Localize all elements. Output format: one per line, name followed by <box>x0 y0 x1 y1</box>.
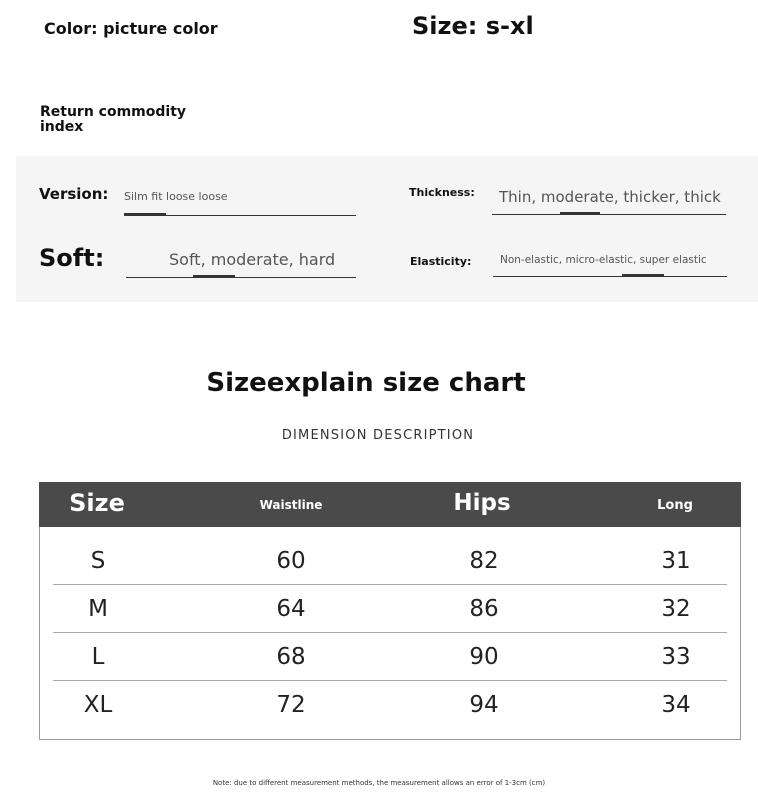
cell-long: 34 <box>661 692 691 718</box>
cell-waistline: 68 <box>276 644 306 670</box>
cell-size: M <box>88 596 108 622</box>
attributes-panel <box>16 156 758 302</box>
soft-rule <box>126 277 356 278</box>
cell-hips: 90 <box>469 644 499 670</box>
elasticity-value: Non-elastic, micro-elastic, super elastic <box>500 254 707 266</box>
version-label: Version: <box>39 185 109 203</box>
cell-long: 32 <box>661 596 691 622</box>
table-row <box>53 632 727 680</box>
table-row <box>53 584 727 632</box>
cell-hips: 82 <box>469 548 499 574</box>
measurement-note: Note: due to different measurement methods, the measurement allows an error of 1-3cm (cm) <box>212 779 546 787</box>
cell-waistline: 72 <box>276 692 306 718</box>
cell-long: 33 <box>661 644 691 670</box>
thickness-label: Thickness: <box>409 186 475 199</box>
color-label: Color: picture color <box>44 19 218 38</box>
column-header-size: Size <box>69 489 125 517</box>
soft-indicator <box>193 275 235 278</box>
return-commodity-index-label: Return commodity index <box>40 104 187 135</box>
soft-value: Soft, moderate, hard <box>169 250 336 269</box>
thickness-rule <box>492 214 726 215</box>
cell-size: L <box>91 644 105 670</box>
version-indicator <box>124 213 166 216</box>
cell-long: 31 <box>661 548 691 574</box>
cell-waistline: 64 <box>276 596 306 622</box>
size-table-header <box>39 482 741 527</box>
column-header-waistline: Waistline <box>259 498 323 512</box>
size-label: Size: s-xl <box>412 12 534 40</box>
version-value: Silm fit loose loose <box>124 190 228 203</box>
table-row <box>53 536 727 584</box>
column-header-long: Long <box>657 498 693 513</box>
cell-size: XL <box>83 692 113 718</box>
column-header-hips: Hips <box>453 490 511 516</box>
elasticity-indicator <box>622 274 664 277</box>
cell-hips: 94 <box>469 692 499 718</box>
soft-label: Soft: <box>39 244 105 272</box>
size-chart-title: Sizeexplain size chart <box>206 368 526 398</box>
cell-hips: 86 <box>469 596 499 622</box>
thickness-indicator <box>560 212 600 215</box>
elasticity-label: Elasticity: <box>410 255 472 268</box>
dimension-description: DIMENSION DESCRIPTION <box>281 428 475 443</box>
cell-waistline: 60 <box>276 548 306 574</box>
cell-size: S <box>90 548 106 574</box>
elasticity-rule <box>493 276 727 277</box>
thickness-value: Thin, moderate, thicker, thick <box>499 188 721 206</box>
table-row <box>53 680 727 728</box>
